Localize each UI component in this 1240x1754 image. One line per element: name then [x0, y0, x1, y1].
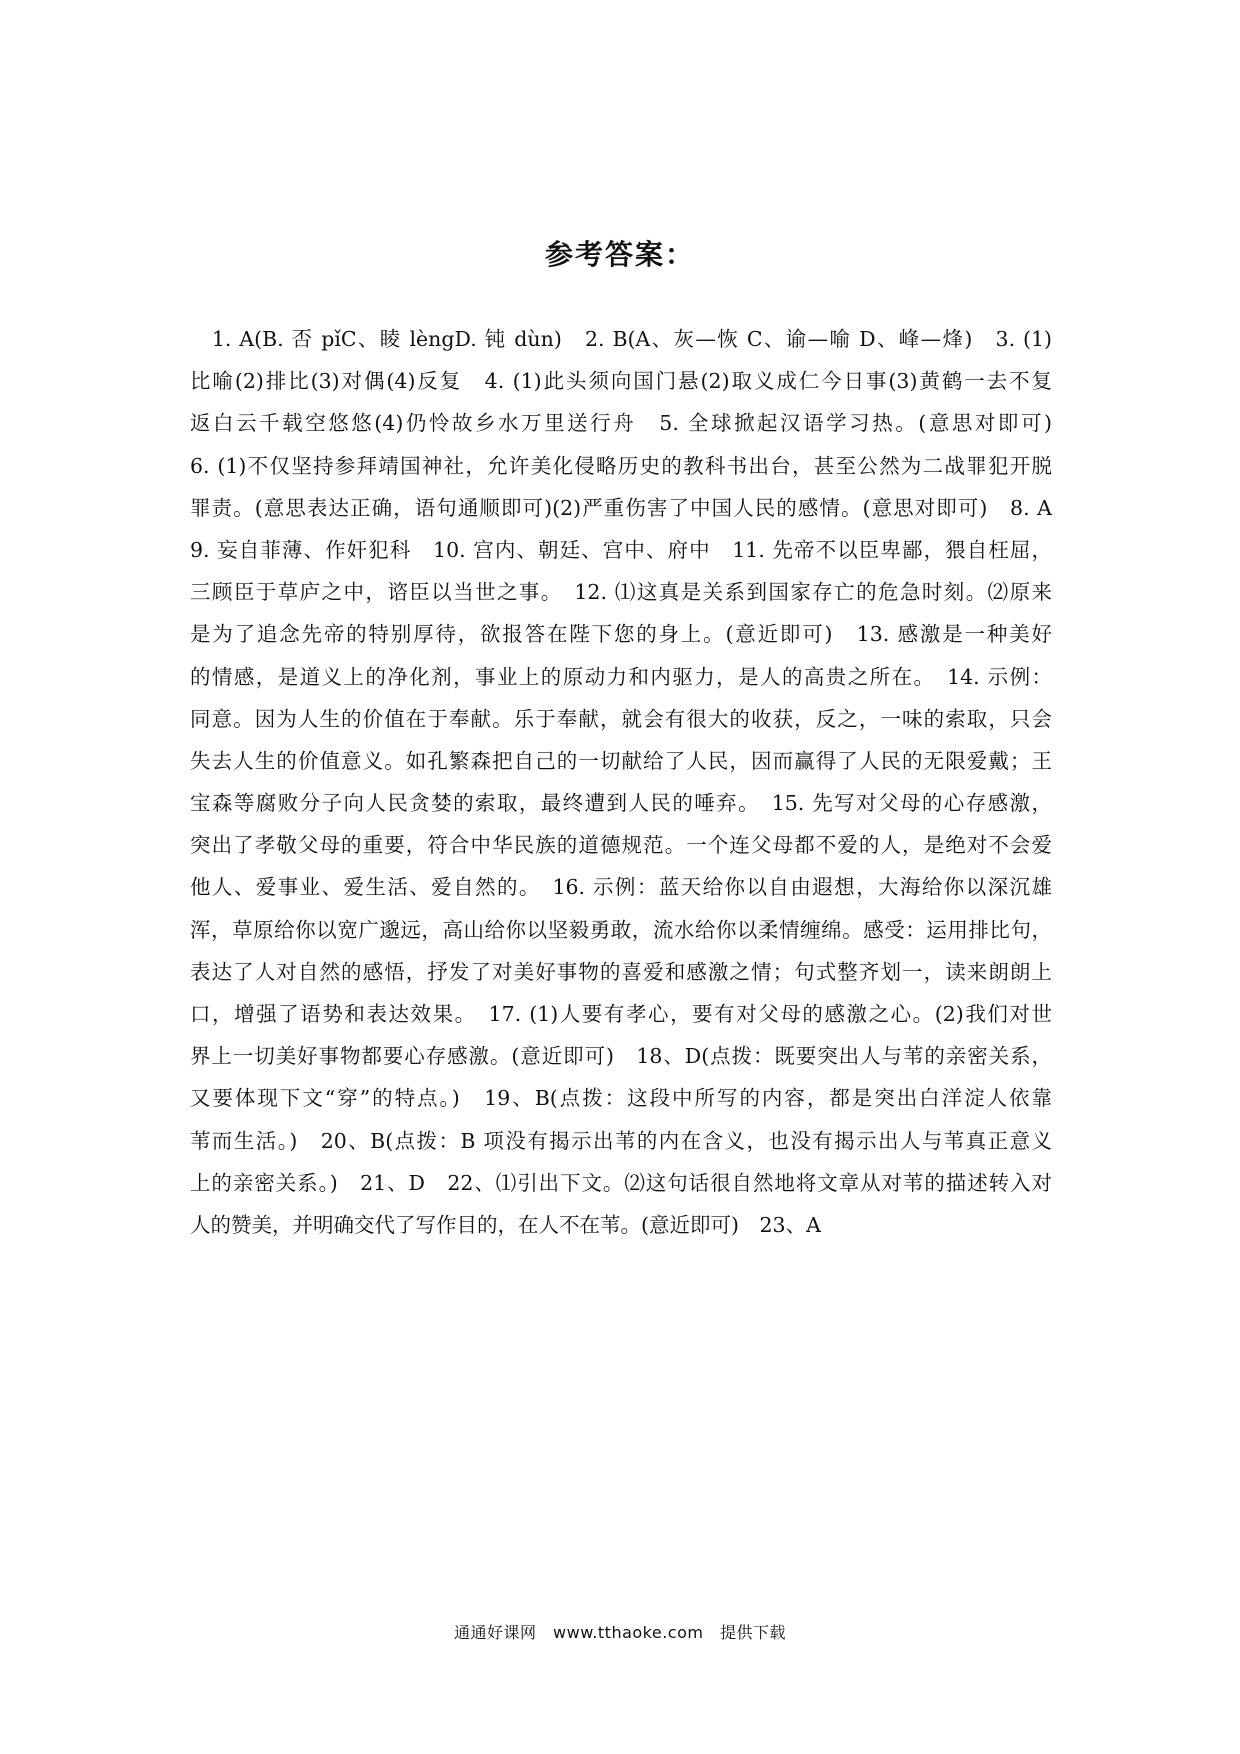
page-title: 参考答案： [544, 238, 695, 271]
text-line: 返白云千载空悠悠(4)仍怜故乡水万里送行舟 5. 全球掀起汉语学习热。(意思对即可) [190, 411, 1052, 436]
text-line: 口，增强了语势和表达效果。 17. (1)人要有孝心，要有对父母的感激之心。(2)我们对世 [190, 1002, 1052, 1026]
text-line: 1. A(B. 否 pǐC、睖 lèngD. 钝 dùn) 2. B(A、灰—恢 C、谕—喻 D、峰—烽) 3. (1) [190, 327, 1052, 351]
text-line: 失去人生的价值意义。如孔繁森把自己的一切献给了人民，因而赢得了人民的无限爱戴；王 [190, 748, 1052, 773]
text-line: 人的赞美，并明确交代了写作目的，在人不在苇。(意近即可) 23、A [190, 1212, 821, 1237]
text-line: 同意。因为人生的价值在于奉献。乐于奉献，就会有很大的收获，反之，一味的索取，只会 [190, 706, 1052, 731]
text-line: 9. 妄自菲薄、作奸犯科 10. 宫内、朝廷、宫中、府中 11. 先帝不以臣卑鄙，猥自枉屈， [190, 537, 1052, 562]
text-line: 是为了追念先帝的特别厚待，欲报答在陛下您的身上。(意近即可) 13. 感激是一种美好 [190, 622, 1052, 647]
text-line: 三顾臣于草庐之中，谘臣以当世之事。 12. ⑴这真是关系到国家存亡的危急时刻。⑵原来 [190, 580, 1052, 605]
text-line: 又要体现下文“穿”的特点。) 19、B(点拨：这段中所写的内容，都是突出白洋淀人依靠 [190, 1086, 1052, 1111]
text-line: 浑，草原给你以宽广邈远，高山给你以坚毅勇敢，流水给你以柔情缠绵。感受：运用排比句， [190, 917, 1052, 942]
text-line: 苇而生活。) 20、B(点拨：B 项没有揭示出苇的内在含义，也没有揭示出人与苇真正意义 [190, 1128, 1052, 1153]
text-line: 宝森等腐败分子向人民贪婪的索取，最终遭到人民的唾弃。 15. 先写对父母的心存感激， [190, 791, 1052, 816]
text-line: 上的亲密关系。) 21、D 22、⑴引出下文。⑵这句话很自然地将文章从对苇的描述转入对 [190, 1170, 1052, 1195]
text-line: 界上一切美好事物都要心存感激。(意近即可) 18、D(点拨：既要突出人与苇的亲密关系， [190, 1044, 1052, 1069]
text-line: 6. (1)不仅坚持参拜靖国神社，允许美化侵略历史的教科书出台，甚至公然为二战罪犯开脱 [190, 453, 1052, 478]
text-line: 他人、爱事业、爱生活、爱自然的。 16. 示例：蓝天给你以自由遐想，大海给你以深沉雄 [190, 875, 1052, 900]
text-line: 罪责。(意思表达正确，语句通顺即可)(2)严重伤害了中国人民的感情。(意思对即可) 8. A [190, 495, 1052, 520]
answer-text [190, 318, 1052, 1246]
text-line: 突出了孝敬父母的重要，符合中华民族的道德规范。一个连父母都不爱的人，是绝对不会爱 [190, 833, 1052, 858]
text-line: 表达了人对自然的感悟，抒发了对美好事物的喜爱和感激之情；句式整齐划一，读来朗朗上 [190, 959, 1052, 984]
text-line: 比喻(2)排比(3)对偶(4)反复 4. (1)此头须向国门悬(2)取义成仁今日事(3)黄鹤一去不复 [190, 369, 1052, 394]
text-line: 的情感，是道义上的净化剂，事业上的原动力和内驱力，是人的高贵之所在。 14. 示例： [190, 664, 1052, 689]
footer-credit: 通通好课网 www.tthaoke.com 提供下载 [454, 1623, 786, 1642]
